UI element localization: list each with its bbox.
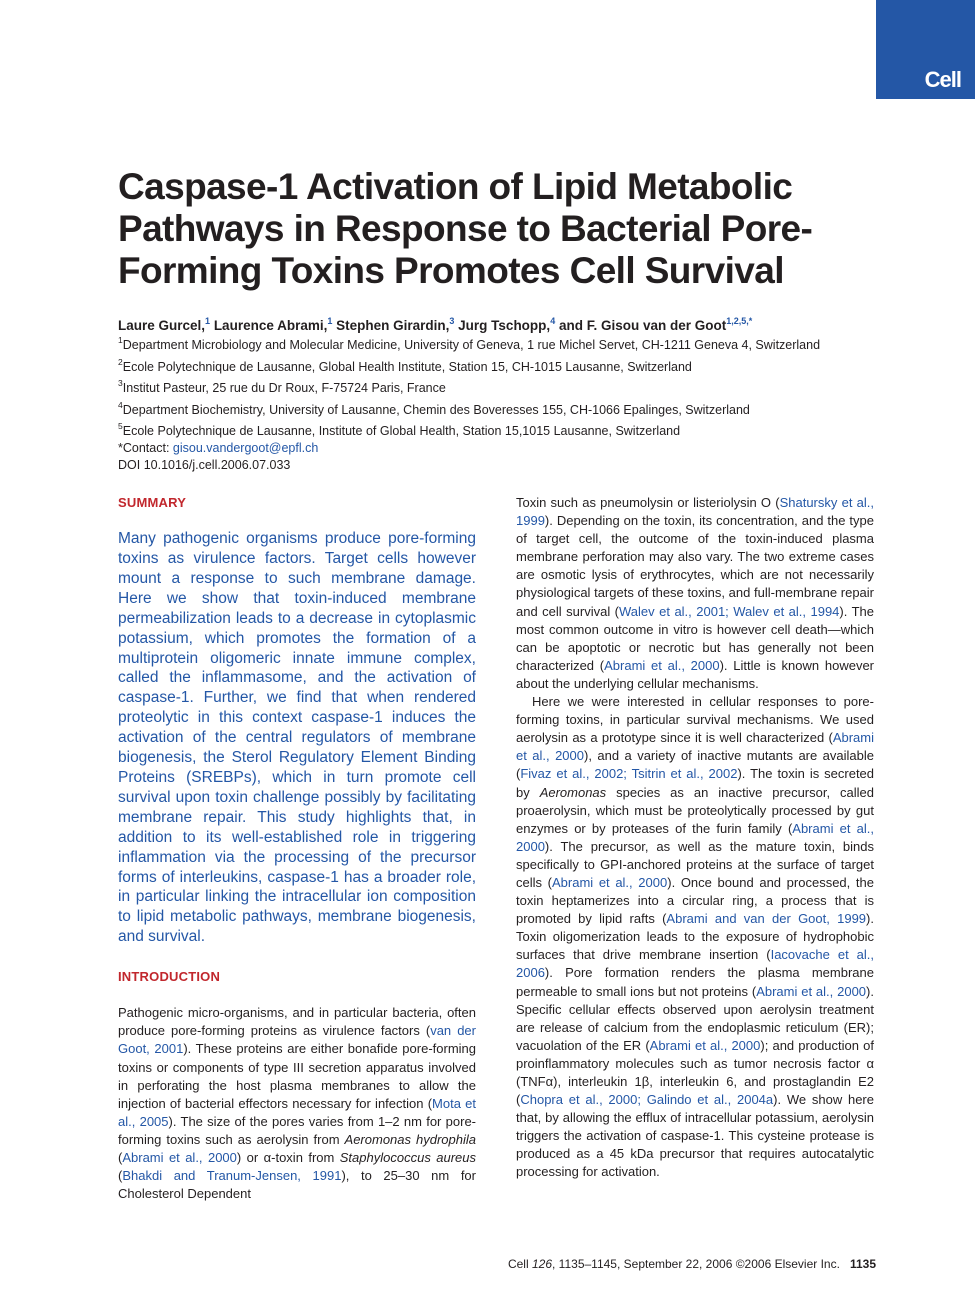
affiliation-number: 2 xyxy=(118,356,123,367)
body-text: Here we were interested in cellular responses to pore-forming toxins, in particular survival mechanisms. We used aerolysin as a prototype since it is well characterized ( xyxy=(516,694,874,746)
citation-link[interactable]: Abrami and van der Goot, 1999 xyxy=(666,911,867,927)
body-text: Pathogenic micro-organisms, and in particular bacteria, often produce pore-forming proteins as virulence factors ( xyxy=(118,1005,476,1039)
journal-logo: Cell xyxy=(924,67,961,92)
contact-line xyxy=(118,440,918,457)
body-text: ). The precursor, as well as the mature toxin, binds specifically to GPI-anchored proteins at the surface of target cells ( xyxy=(516,838,874,890)
intro-paragraph-3 xyxy=(516,693,874,1182)
affiliations xyxy=(118,332,918,473)
citation-link[interactable]: Abrami et al., 2000 xyxy=(516,730,874,764)
species-name: Staphylococcus aureus xyxy=(339,1149,476,1165)
footer-citation-prefix: Cell xyxy=(507,1257,532,1271)
affiliation-number: 1 xyxy=(118,335,123,345)
citation-link[interactable]: Chopra et al., 2000; Galindo et al., 2004a xyxy=(520,1092,774,1108)
affiliation-line xyxy=(118,397,918,419)
author-list xyxy=(118,313,898,334)
body-text: ( xyxy=(118,1149,123,1165)
citation-link[interactable]: Abrami et al., 2000 xyxy=(649,1037,761,1053)
body-text: ). Little is known however about the underlying cellular mechanisms. xyxy=(516,657,874,691)
citation-link[interactable]: Bhakdi and Tranum-Jensen, 1991 xyxy=(122,1168,342,1184)
author-name: Jurg Tschopp, xyxy=(454,318,551,333)
affiliation-text: Institut Pasteur, 25 rue du Dr Roux, F-75724 Paris, France xyxy=(122,381,446,396)
affiliation-line xyxy=(118,332,918,354)
citation-link[interactable]: Iacovache et al., 2006 xyxy=(516,947,875,981)
left-column xyxy=(118,494,476,1203)
article-title: Caspase-1 Activation of Lipid Metabolic Pathways in Response to Bacterial Pore-Forming Toxins Promotes Cell Survival xyxy=(118,166,813,291)
introduction-heading: INTRODUCTION xyxy=(118,969,221,985)
citation-link[interactable]: Shatursky et al., 1999 xyxy=(516,495,874,529)
citation-link[interactable]: Abrami et al., 2000 xyxy=(756,983,867,999)
citation-link[interactable]: Mota et al., 2005 xyxy=(118,1095,476,1129)
doi: DOI 10.1016/j.cell.2006.07.033 xyxy=(118,457,291,472)
body-text: ). Once bound and processed, the toxin heptamerizes into a circular ring, a process that is promoted by lipid rafts ( xyxy=(516,874,874,927)
page-number: 1135 xyxy=(849,1257,876,1271)
body-text: ). Toxin oligomerization leads to the exposure of hydrophobic surfaces that drive membrane insertion ( xyxy=(516,911,874,963)
right-column xyxy=(516,494,874,1182)
body-text: Toxin such as pneumolysin or listeriolysin O ( xyxy=(516,495,780,510)
footer-volume: 126 xyxy=(531,1257,553,1271)
page-footer xyxy=(300,1257,876,1271)
intro-paragraph-2 xyxy=(516,494,874,693)
affiliation-number: 4 xyxy=(118,399,123,410)
body-text: ). The size of the pores varies from 1–2 nm for pore-forming toxins such as aerolysin from xyxy=(118,1113,476,1147)
journal-logo-tab xyxy=(876,0,975,99)
footer-citation: , 1135–1145, September 22, 2006 ©2006 Elsevier Inc. xyxy=(552,1257,840,1271)
body-text: ), to 25–30 nm for Cholesterol Dependent xyxy=(118,1168,476,1202)
author-name: and F. Gisou van der Goot xyxy=(555,318,727,333)
affiliation-number: 5 xyxy=(118,421,123,432)
author-name: Stephen Girardin, xyxy=(332,318,450,333)
affiliation-text: Ecole Polytechnique de Lausanne, Institute of Global Health, Station 15,1015 Lausanne, Switzerland xyxy=(122,424,681,439)
author-affiliation-marker[interactable]: 1,2,5,* xyxy=(726,316,753,326)
affiliation-line xyxy=(118,375,918,397)
contact-email-link[interactable]: gisou.vandergoot@epfl.ch xyxy=(172,440,319,455)
affiliation-line xyxy=(118,418,918,440)
author-affiliation-marker[interactable]: 1 xyxy=(205,316,211,326)
contact-label: *Contact: xyxy=(118,440,173,455)
body-text: ) or α-toxin from xyxy=(236,1149,340,1165)
body-text: ). Depending on the toxin, its concentration, and the type of target cell, the outcome of the toxin-induced plasma membrane perforation may also vary. The two extreme cases are osmotic lysis of erythrocytes, which are not necessarily physiological targets of these toxins, and full-membrane repair and cell survival ( xyxy=(516,513,874,619)
body-text: ). We show here that, by allowing the efflux of intracellular potassium, aerolysin triggers the activation of caspase-1. This cysteine protease is produced as a 45 kDa precursor that requires autocatalytic processing for activation. xyxy=(516,1092,874,1180)
author-name: Laurence Abrami, xyxy=(210,318,328,333)
citation-link[interactable]: van der Goot, 2001 xyxy=(118,1023,476,1057)
body-text: ). The most common outcome in vitro is however cell death—which can be apoptotic or necrotic but has generally not been characterized ( xyxy=(516,603,875,673)
body-text: ). The toxin is secreted by xyxy=(516,766,875,800)
body-text: ( xyxy=(118,1168,123,1184)
affiliation-text: Department Biochemistry, University of Lausanne, Chemin des Boveresses 155, CH-1066 Epalinges, Switzerland xyxy=(122,402,750,417)
citation-link[interactable]: Fivaz et al., 2002; Tsitrin et al., 2002 xyxy=(520,766,738,782)
citation-link[interactable]: Walev et al., 2001; Walev et al., 1994 xyxy=(619,603,840,619)
author-affiliation-marker[interactable]: 1 xyxy=(327,316,333,326)
citation-link[interactable]: Abrami et al., 2000 xyxy=(552,874,668,890)
body-text: ). Pore formation renders the plasma membrane permeable to small ions but not proteins ( xyxy=(516,965,874,999)
body-text: ), and a variety of inactive mutants are available ( xyxy=(516,748,874,782)
citation-link[interactable]: Abrami et al., 2000 xyxy=(604,657,720,673)
body-text: ); and production of proinflammatory molecules such as tumor necrosis factor α (TNFα), interleukin 1β, interleukin 6, and prostaglandin E2 ( xyxy=(516,1037,874,1108)
citation-link[interactable]: Abrami et al., 2000 xyxy=(122,1149,237,1165)
affiliation-number: 3 xyxy=(118,378,123,389)
author-affiliation-marker[interactable]: 3 xyxy=(449,316,455,326)
summary-heading: SUMMARY xyxy=(118,495,187,510)
affiliation-text: Ecole Polytechnique de Lausanne, Global Health Institute, Station 15, CH-1015 Lausanne, Switzerland xyxy=(122,359,692,374)
citation-link[interactable]: Abrami et al., 2000 xyxy=(516,820,874,854)
intro-paragraph-1 xyxy=(118,1004,476,1203)
summary-text: Many pathogenic organisms produce pore-forming toxins as virulence factors. Target cells however mount a response to such membrane damage. Here we show that toxin-induced membrane permeabilization leads to a decrease in cytoplasmic potassium, which promotes the formation of a multiprotein oligomeric innate immune complex, called the inflammasome, and the activation of caspase-1. Further, we find that when rendered proteolytic in this context caspase-1 induces the activation of the central regulators of membrane biogenesis, the Sterol Regulatory Element Binding Proteins (SREBPs), which in turn promote cell survival upon toxin challenge possibly by facilitating membrane repair. This study highlights that, in addition to its well-established role in triggering inflammation via the processing of the precursor forms of interleukins, caspase-1 has a broader role, in particular linking the intracellular ion composition to lipid metabolic pathways, membrane biogenesis, and survival. xyxy=(118,530,476,946)
author-affiliation-marker[interactable]: 4 xyxy=(550,316,556,326)
affiliation-text: Department Microbiology and Molecular Medicine, University of Geneva, 1 rue Michel Servet, CH-1211 Geneva 4, Switzerland xyxy=(122,338,821,352)
species-name: Aeromonas hydrophila xyxy=(344,1131,476,1147)
body-text: ). These proteins are either bonafide pore-forming toxins or components of type III secretion apparatus involved in perforating the host plasma membranes to allow the injection of bacterial effectors necessary for infection ( xyxy=(118,1041,476,1111)
body-text: ). Specific cellular effects observed upon aerolysin treatment are release of calcium from the endoplasmic reticulum (ER); vacuolation of the ER ( xyxy=(516,983,874,1053)
body-text: species as an inactive precursor, called proaerolysin, which must be proteolytically processed by gut enzymes or by proteases of the furin family ( xyxy=(516,784,874,836)
author-name: Laure Gurcel, xyxy=(118,318,206,333)
affiliation-line xyxy=(118,354,918,376)
species-name: Aeromonas xyxy=(539,784,607,800)
